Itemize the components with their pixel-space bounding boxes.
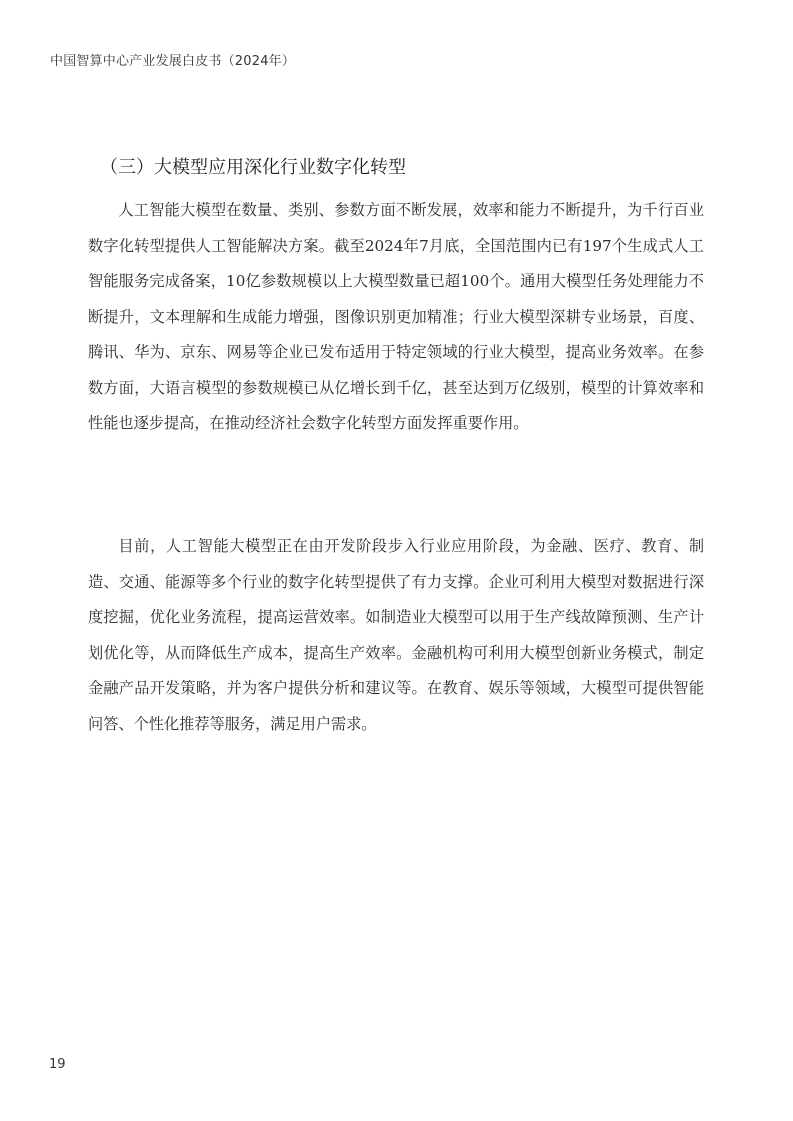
body-paragraph-1: 人工智能大模型在数量、类别、参数方面不断发展，效率和能力不断提升，为千行百业数字化转型提供人工智能解决方案。截至2024年7月底，全国范围内已有197个生成式人工智能服务完成备案，10亿参数规模以上大模型数量已超100个。通用大模型任务处理能力不断提升，文本理解和生成能力增强，图像识别更加精准；行业大模型深耕专业场景，百度、腾讯、华为、京东、网易等企业已发布适用于特定领域的行业大模型，提高业务效率。在参数方面，大语言模型的参数规模已从亿增长到千亿，甚至达到万亿级别，模型的计算效率和性能也逐步提高，在推动经济社会数字化转型方面发挥重要作用。 — [88, 201, 704, 432]
running-header: 中国智算中心产业发展白皮书（2024年） — [50, 54, 296, 69]
section-heading: （三）大模型应用深化行业数字化转型 — [100, 157, 406, 178]
body-paragraph-2: 目前，人工智能大模型正在由开发阶段步入行业应用阶段，为金融、医疗、教育、制造、交通、能源等多个行业的数字化转型提供了有力支撑。企业可利用大模型对数据进行深度挖掘，优化业务流程，提高运营效率。如制造业大模型可以用于生产线故障预测、生产计划优化等，从而降低生产成本，提高生产效率。金融机构可利用大模型创新业务模式，制定金融产品开发策略，并为客户提供分析和建议等。在教育、娱乐等领域，大模型可提供智能问答、个性化推荐等服务，满足用户需求。 — [88, 537, 704, 733]
page-number: 19 — [49, 1057, 66, 1072]
